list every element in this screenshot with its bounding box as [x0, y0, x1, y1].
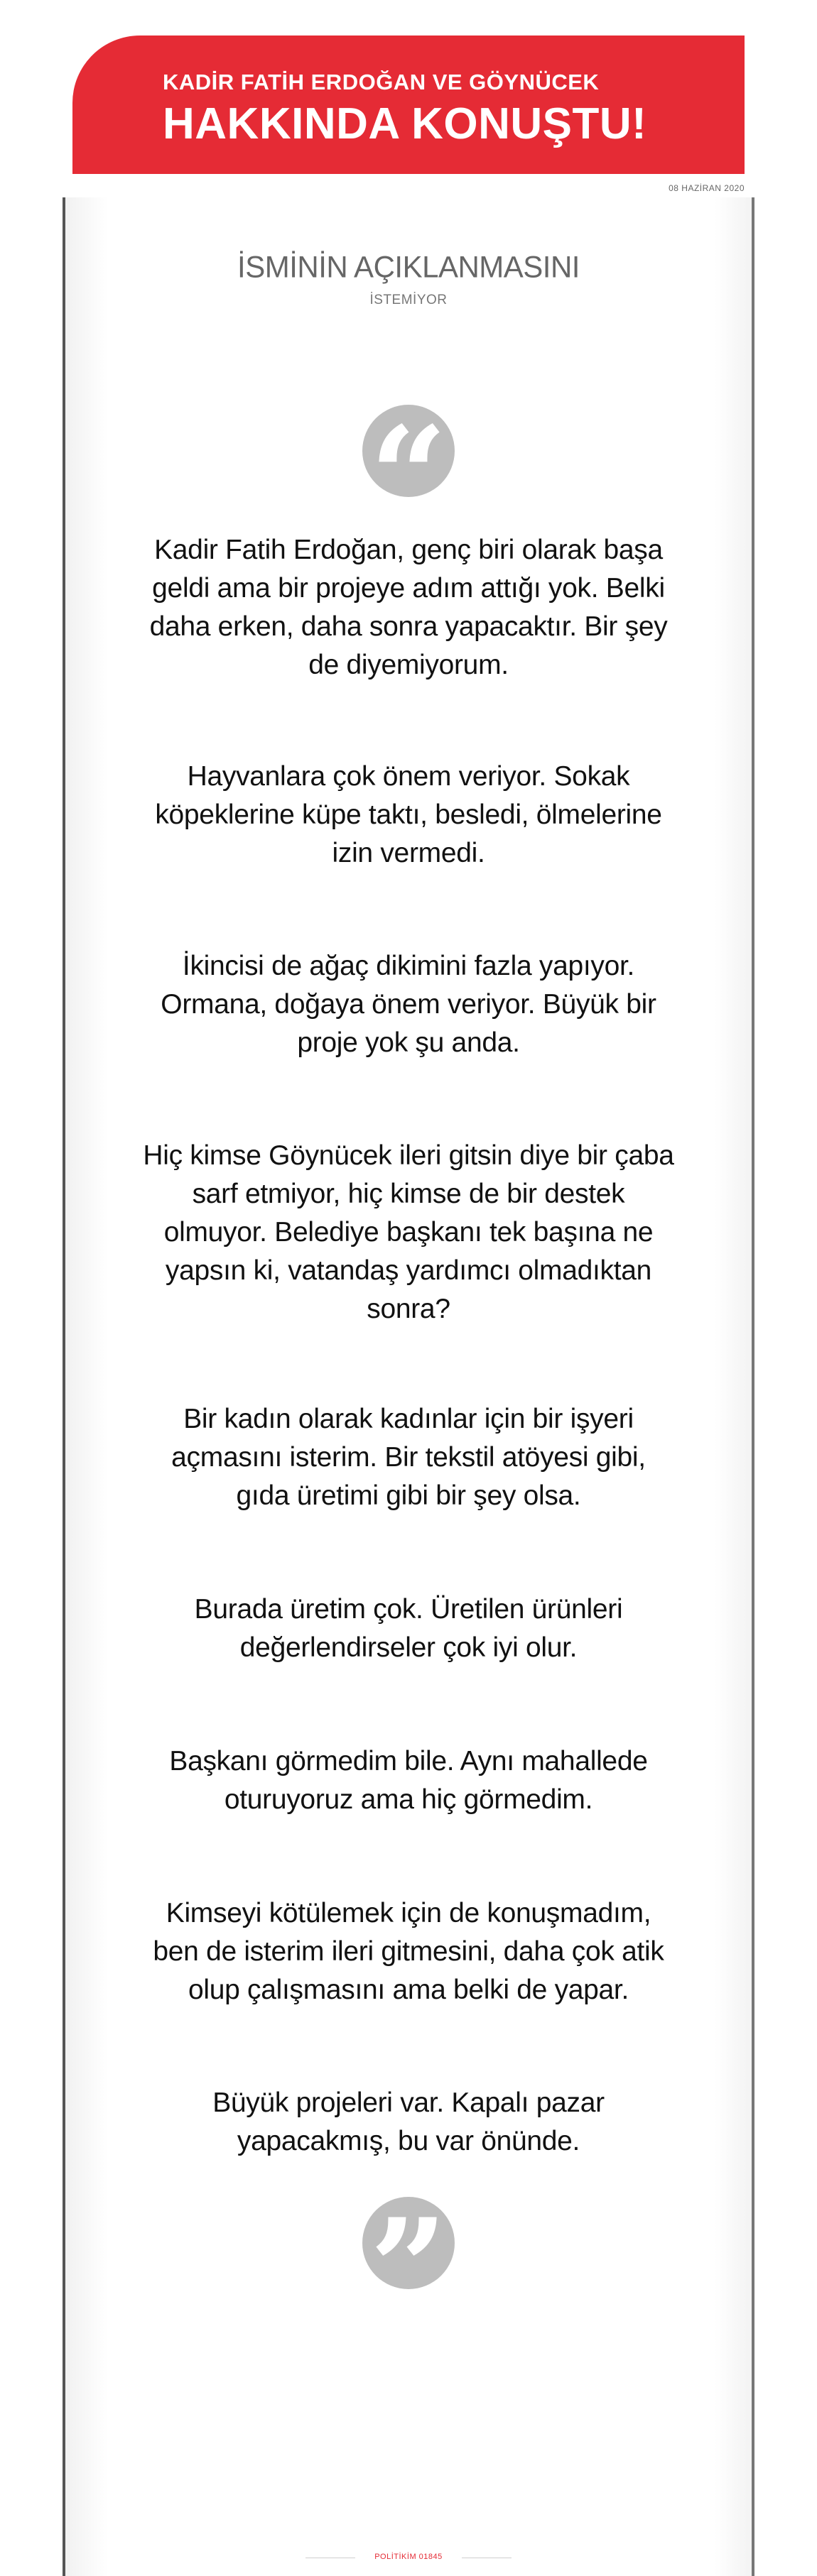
open-quote-icon: “ — [362, 405, 455, 497]
quote-paragraph-9: Büyük projeleri var. Kapalı pazar yapacakmış, bu var önünde. — [212, 2087, 605, 2156]
quote-paragraph-7: Başkanı görmedim bile. Aynı mahallede oturuyoruz ama hiç görmedim. — [169, 1746, 648, 1815]
quote-paragraph-3: İkincisi de ağaç dikimini fazla yapıyor. Ormana, doğaya önem veriyor. Büyük bir proje yok şu anda. — [161, 951, 656, 1058]
publish-date: 08 HAZİRAN 2020 — [669, 183, 745, 193]
quote-paragraph-8: Kimseyi kötülemek için de konuşmadım, ben de isterim ileri gitmesini, daha çok atik olup çalışmasını ama belki de yapar. — [153, 1898, 664, 2005]
quote-paragraph-5: Bir kadın olarak kadınlar için bir işyeri açmasını isterim. Bir tekstil atöyesi gibi, gıda üretimi gibi bir şey olsa. — [171, 1404, 646, 1511]
page-title: HAKKINDA KONUŞTU! — [163, 99, 647, 148]
section-subtitle: İSTEMİYOR — [369, 293, 448, 307]
section-title: İSMİNİN AÇIKLANMASINI — [237, 249, 580, 284]
footer-label: POLİTİKİM 01845 — [374, 2553, 443, 2561]
header-banner — [72, 36, 745, 174]
close-quote-icon: ” — [362, 2197, 455, 2289]
header-kicker: KADİR FATİH ERDOĞAN VE GÖYNÜCEK — [163, 70, 600, 94]
quote-paragraph-6: Burada üretim çok. Üretilen ürünleri değerlendirseler çok iyi olur. — [194, 1594, 623, 1663]
quote-paragraph-2: Hayvanlara çok önem veriyor. Sokak köpeklerine küpe taktı, besledi, ölmelerine izin vermedi. — [155, 761, 662, 868]
quote-paragraph-1: Kadir Fatih Erdoğan, genç biri olarak başa geldi ama bir projeye adım attığı yok. Belki daha erken, daha sonra yapacaktır. Bir şey de diyemiyorum. — [149, 535, 668, 680]
quote-paragraph-4: Hiç kimse Göynücek ileri gitsin diye bir çaba sarf etmiyor, hiç kimse de bir destek olmuyor. Belediye başkanı tek başına ne yapsın ki, vatandaş yardımcı olmadıktan sonra? — [143, 1140, 674, 1324]
